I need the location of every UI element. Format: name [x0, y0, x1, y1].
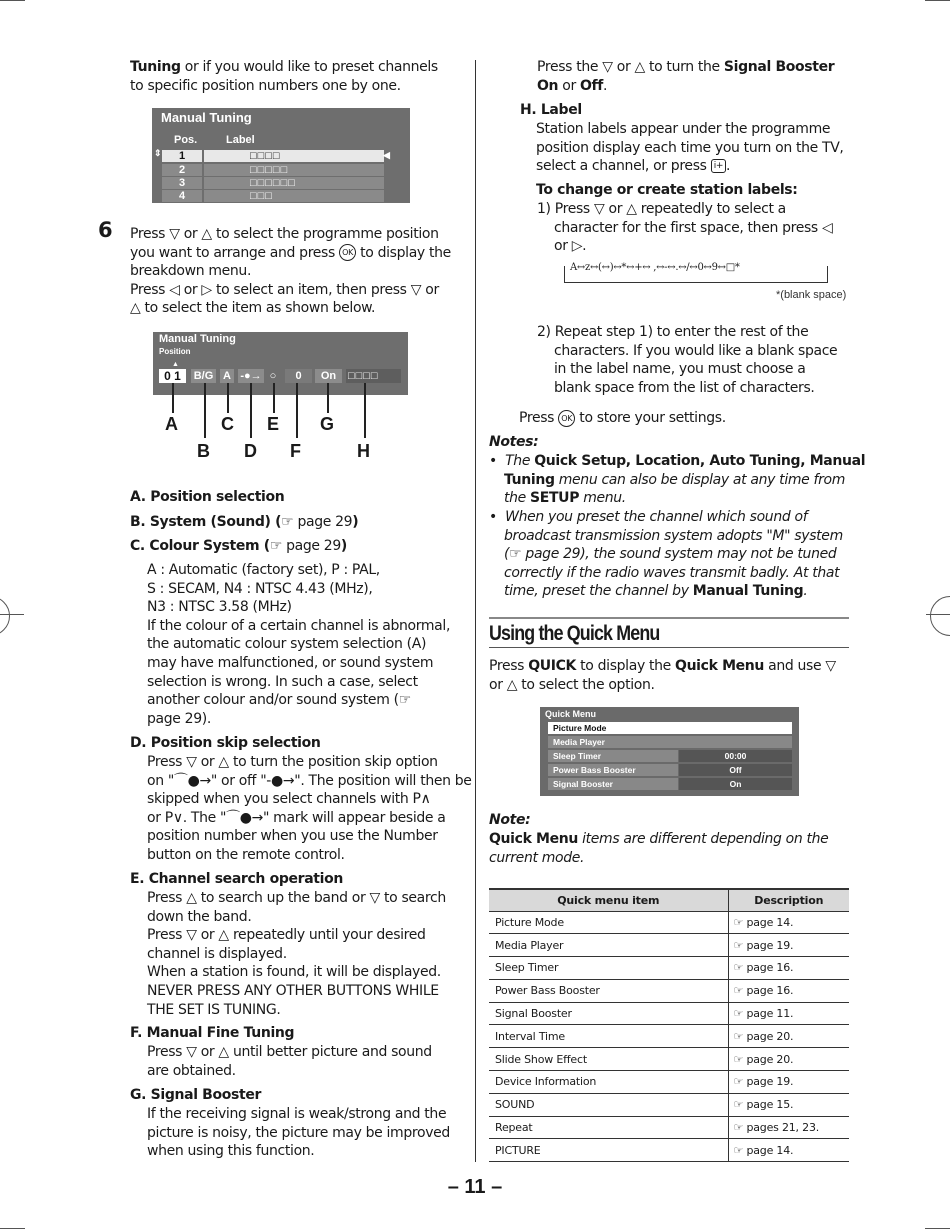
booster-cell[interactable]: On	[315, 369, 342, 383]
page-ref-link[interactable]: ☞ page 14.	[728, 1139, 849, 1162]
step6-line: you want to arrange and press	[130, 244, 340, 261]
body-line: the automatic colour system selection (A)	[147, 636, 427, 653]
left-arrow-icon[interactable]: ◂	[681, 723, 686, 732]
body-line	[489, 830, 828, 849]
text-span: .	[726, 158, 731, 175]
row-name: Power Bass Booster	[548, 764, 678, 776]
quick-menu-row-power-bass-booster[interactable]	[548, 764, 792, 776]
quick-menu-row-picture-mode[interactable]	[548, 722, 792, 734]
colour-cell[interactable]: A	[220, 369, 234, 383]
cell-item: Picture Mode	[489, 911, 728, 934]
section-rule-top	[489, 617, 849, 619]
text-span: Press the ▽ or △ to turn the	[537, 59, 724, 75]
text-span: Press	[519, 410, 559, 426]
info-button-icon: i+	[711, 159, 726, 173]
page-ref-link[interactable]: ☞ page 29	[281, 514, 353, 530]
item-h-body	[536, 120, 844, 176]
callout-leader	[327, 383, 329, 413]
callout-e: E	[267, 414, 280, 434]
row-name: Picture Mode	[548, 722, 792, 734]
body-line: N3 : NTSC 3.58 (MHz)	[147, 599, 292, 616]
body-line: or △ to select the option.	[489, 676, 655, 693]
step6-line: Press ◁ or ▷ to select an item, then press ▽ or	[130, 281, 439, 298]
up-arrow-icon: ▲	[172, 361, 179, 368]
page-ref-link[interactable]: ☞ page 11.	[728, 1002, 849, 1025]
body-line: If the receiving signal is weak/strong and the	[147, 1106, 447, 1122]
page-ref-link[interactable]: ☞ page 20.	[728, 1025, 849, 1048]
section-title: Using the Quick Menu	[489, 622, 660, 645]
text-span: Quick Menu	[489, 831, 579, 847]
item-d-body	[147, 753, 472, 865]
page-number: – 11 –	[447, 1176, 503, 1198]
callout-leader	[204, 383, 206, 438]
step1-body	[537, 200, 832, 256]
callout-h: H	[357, 441, 370, 461]
callout-leader	[250, 383, 252, 438]
cell-item: PICTURE	[489, 1139, 728, 1162]
body-line: may have malfunctioned, or sound system	[147, 654, 434, 671]
text-span: ,	[699, 453, 710, 469]
body-line: on "⌒●→" or off "-●→". The position will then be	[147, 772, 472, 789]
callout-leader	[296, 383, 298, 438]
text-span: items are different depending on the	[578, 831, 829, 847]
body-line	[489, 489, 865, 508]
table-row	[489, 1139, 849, 1162]
list-row[interactable]	[162, 164, 386, 176]
system-cell[interactable]: B/G	[191, 369, 216, 383]
body-line: correctly if the radio waves transmit badly. At that	[504, 564, 840, 581]
body-line: If the colour of a certain channel is abnormal,	[147, 617, 451, 634]
updown-icon: ⇕	[154, 148, 162, 158]
body-line	[489, 582, 843, 601]
text-span: The	[505, 453, 535, 469]
text-span: On	[537, 77, 559, 94]
text-span: SETUP	[530, 490, 580, 507]
intro-text	[130, 58, 438, 95]
text-span: select a channel, or press	[536, 158, 711, 175]
table-row	[489, 1071, 849, 1094]
body-line: page 29).	[147, 710, 211, 727]
list-row[interactable]	[162, 150, 386, 162]
osd-subtitle: Position	[159, 347, 191, 356]
note-title: Note:	[489, 812, 531, 828]
quick-menu-row-media-player[interactable]	[548, 736, 792, 748]
page-ref-link[interactable]: ☞ page 29	[269, 538, 341, 554]
cell-item: Power Bass Booster	[489, 979, 728, 1002]
item-b-label: B. System (Sound) (	[130, 514, 282, 530]
quick-menu-row-signal-booster[interactable]	[548, 778, 792, 790]
callout-leader	[364, 383, 366, 438]
page-ref-link[interactable]: ☞ pages 21, 23.	[728, 1116, 849, 1139]
osd-title: Quick Menu	[545, 709, 597, 719]
table-row	[489, 1025, 849, 1048]
skip-cell[interactable]: -●→	[238, 369, 264, 383]
cell-item: Signal Booster	[489, 1002, 728, 1025]
quick-menu-table	[489, 888, 849, 1162]
cell-item: Slide Show Effect	[489, 1048, 728, 1071]
step6-line: △ to select the item as shown below.	[130, 300, 376, 317]
item-c-title: C. Colour System (☞ page 29)	[130, 538, 347, 554]
text-span: Manual Tuning	[692, 583, 804, 600]
row-value: 00:00	[679, 750, 792, 762]
body-line: S : SECAM, N4 : NTSC 4.43 (MHz),	[147, 580, 373, 597]
registration-mark	[0, 596, 10, 636]
body-line: or P∨. The "⌒●→" mark will appear beside a	[147, 809, 446, 826]
list-row[interactable]	[162, 190, 386, 202]
note-2	[489, 508, 843, 601]
callout-leader	[273, 383, 275, 413]
step-number: 6	[98, 218, 113, 242]
item-c-body	[147, 561, 450, 728]
row-name: Media Player	[548, 736, 792, 748]
body-line: down the band.	[147, 908, 252, 925]
osd-title: Manual Tuning	[159, 333, 236, 345]
callout-leader	[227, 383, 229, 413]
label-cell[interactable]: □□□□	[346, 369, 401, 383]
body-line: position display each time you turn on the TV,	[536, 139, 844, 156]
column-divider	[475, 60, 476, 1162]
page-ref-link[interactable]: ☞ page 19.	[728, 934, 849, 957]
cell-item: Media Player	[489, 934, 728, 957]
page-ref-link[interactable]: ☞ page 16.	[728, 957, 849, 980]
intro-line2: to specific position numbers one by one.	[130, 77, 401, 94]
body-line: Press ▽ or △ until better picture and sound	[147, 1044, 432, 1060]
body-line: Station labels appear under the programme	[536, 121, 831, 137]
body-line: another colour and/or sound system (☞	[147, 692, 411, 709]
ok-button-icon: OK	[339, 244, 356, 261]
manual-tuning-breakdown-screen	[153, 332, 408, 395]
body-line	[489, 471, 865, 490]
registration-line	[926, 614, 950, 615]
row-label: □□□□	[204, 150, 384, 162]
text-span: Tuning	[504, 471, 555, 488]
cell-item: Interval Time	[489, 1025, 728, 1048]
text-span: Signal Booster	[723, 59, 835, 75]
body-line	[489, 657, 836, 676]
body-line: button on the remote control.	[147, 846, 345, 863]
text-span: and use ▽	[764, 658, 836, 674]
osd-title: Manual Tuning	[161, 110, 252, 125]
body-line: 2) Repeat step 1) to enter the rest of the	[537, 324, 809, 340]
text-span: Off	[580, 77, 604, 94]
item-e-title: E. Channel search operation	[130, 871, 343, 887]
crop-mark	[925, 0, 950, 1]
row-pos: 4	[162, 190, 202, 202]
body-line: THE SET IS TUNING.	[147, 1001, 281, 1018]
body-line: Press ▽ or △ repeatedly until your desired	[147, 927, 426, 944]
body-line: When a station is found, it will be displayed.	[147, 964, 441, 981]
row-value: Dynamic	[720, 723, 756, 733]
text-span: menu.	[579, 490, 626, 507]
item-e-body	[147, 889, 446, 1019]
text-span: ,	[625, 453, 636, 469]
table-row	[489, 1116, 849, 1139]
item-d-title: D. Position skip selection	[130, 735, 321, 751]
callout-c: C	[221, 414, 234, 434]
body-line: or ▷.	[554, 238, 587, 255]
row-name: Signal Booster	[548, 778, 678, 790]
body-line: (☞ page 29), the sound system may not be tuned	[504, 546, 837, 563]
body-line: Press △ to search up the band or ▽ to search	[147, 890, 446, 906]
table-row	[489, 1002, 849, 1025]
body-line: current mode.	[489, 849, 585, 866]
page-ref-link[interactable]: ☞ page 16.	[728, 979, 849, 1002]
item-b-title: B. System (Sound) (☞ page 29)	[130, 514, 359, 530]
table-row	[489, 979, 849, 1002]
search-cell[interactable]: ○	[269, 370, 277, 382]
row-label: □□□	[204, 190, 384, 202]
store-settings	[519, 409, 726, 428]
left-arrow-icon: ◀	[383, 150, 390, 160]
text-span: to store your settings.	[575, 410, 726, 426]
row-value: On	[679, 778, 792, 790]
body-line: picture is noisy, the picture may be improved	[147, 1124, 450, 1141]
item-f-title: F. Manual Fine Tuning	[130, 1025, 295, 1041]
change-labels-title: To change or create station labels:	[536, 182, 798, 198]
body-line	[536, 157, 844, 176]
row-label: □□□□□□	[204, 177, 384, 189]
text-span: the	[504, 490, 531, 507]
row-pos: 2	[162, 164, 202, 176]
text-span: Press	[489, 658, 529, 674]
fine-tuning-cell[interactable]: 0	[285, 369, 312, 383]
item-h-title: H. Label	[520, 102, 582, 118]
quick-menu-row-sleep-timer[interactable]	[548, 750, 792, 762]
page-ref-link[interactable]: ☞ page 19.	[728, 1071, 849, 1094]
notes-title: Notes:	[489, 434, 539, 450]
body-line: A : Automatic (factory set), P : PAL,	[147, 562, 380, 578]
text-span: QUICK	[528, 658, 577, 674]
text-span: to display the	[576, 658, 676, 674]
list-row[interactable]	[162, 177, 386, 189]
text-span: ,	[800, 453, 810, 469]
callout-g: G	[320, 414, 335, 434]
registration-mark	[930, 596, 950, 636]
body-line: • When you preset the channel which sound of	[489, 509, 808, 525]
note-1	[489, 452, 865, 508]
text-span: Quick Menu	[675, 658, 765, 674]
blank-space-note: *(blank space)	[776, 289, 847, 301]
item-f-body	[147, 1043, 432, 1080]
body-line: in the label name, you must choose a	[554, 361, 806, 378]
callout-b: B	[197, 441, 210, 461]
text-span: Auto Tuning	[709, 453, 801, 469]
body-line: blank space from the list of characters.	[554, 379, 815, 396]
header-description: Description	[728, 889, 849, 911]
col-label: Label	[226, 134, 255, 146]
cell-item: Sleep Timer	[489, 957, 728, 980]
body-line: channel is displayed.	[147, 945, 287, 962]
text-span: .	[803, 583, 808, 600]
char-sequence: A↔z↔(↔)↔*↔+↔ ,↔-↔.↔/↔0↔9↔□*	[570, 262, 740, 273]
cell-item: SOUND	[489, 1093, 728, 1116]
body-line: selection is wrong. In such a case, select	[147, 673, 418, 690]
table-row	[489, 934, 849, 957]
page-ref-link[interactable]: ☞ page 14.	[728, 911, 849, 934]
body-line: 1) Press ▽ or △ repeatedly to select a	[537, 201, 786, 217]
callout-a: A	[165, 414, 178, 434]
page-ref-link[interactable]: ☞ page 15.	[728, 1093, 849, 1116]
text-span: Quick Setup	[534, 453, 626, 469]
body-line: characters. If you would like a blank space	[554, 342, 838, 359]
col-pos: Pos.	[174, 134, 198, 146]
item-g-body	[147, 1105, 450, 1161]
body-line: character for the first space, then press ◁	[554, 219, 833, 236]
section-rule-bottom	[489, 647, 849, 648]
row-pos: 1	[162, 150, 202, 162]
page-ref-link[interactable]: ☞ page 20.	[728, 1048, 849, 1071]
table-header	[489, 889, 849, 911]
manual-tuning-list-screen	[152, 108, 410, 203]
table-row	[489, 1093, 849, 1116]
body-line: skipped when you select channels with P∧	[147, 791, 431, 808]
table-row	[489, 911, 849, 934]
table-row	[489, 1048, 849, 1071]
step6-line: Press ▽ or △ to select the programme position	[130, 226, 439, 242]
row-name: Sleep Timer	[548, 750, 678, 762]
text-span: When you preset the channel which sound of	[505, 509, 808, 525]
item-a-title: A. Position selection	[130, 489, 285, 505]
signal-booster-continued	[537, 58, 834, 95]
body-line: Press ▽ or △ to turn the position skip option	[147, 754, 438, 770]
cell-item: Repeat	[489, 1116, 728, 1139]
body-line: NEVER PRESS ANY OTHER BUTTONS WHILE	[147, 982, 439, 999]
right-arrow-icon[interactable]: ▸	[784, 723, 789, 732]
step6-text	[130, 225, 451, 318]
quick-menu-screen	[540, 707, 799, 796]
body-line: • The Quick Setup, Location, Auto Tuning, Manual	[489, 453, 866, 469]
callout-f: F	[290, 441, 301, 461]
cell-item: Device Information	[489, 1071, 728, 1094]
callout-d: D	[244, 441, 257, 461]
note-body	[489, 830, 828, 867]
position-cell[interactable]: 0 1	[159, 369, 186, 383]
item-g-title: G. Signal Booster	[130, 1087, 262, 1103]
body-line: position number when you use the Number	[147, 828, 438, 845]
item-c-label: C. Colour System (	[130, 538, 270, 554]
row-label: □□□□□	[204, 164, 384, 176]
ok-button-icon: OK	[558, 410, 575, 427]
step6-line: to display the	[356, 244, 451, 261]
intro-bold: Tuning	[130, 59, 181, 75]
header-item: Quick menu item	[489, 889, 728, 911]
step6-line: breakdown menu.	[130, 263, 252, 280]
text-span: time, preset the channel by	[504, 583, 693, 600]
table-row	[489, 957, 849, 980]
text-span: or	[558, 77, 580, 94]
intro-rest: or if you would like to preset channels	[180, 59, 438, 75]
text-span: Location	[635, 453, 700, 469]
row-value: Off	[679, 764, 792, 776]
text-span: Manual	[809, 453, 866, 469]
body-line: broadcast transmission system adopts "M" system	[504, 527, 843, 544]
callout-leader	[172, 383, 174, 413]
crop-mark	[0, 0, 25, 1]
quick-menu-intro	[489, 657, 836, 694]
text-span: menu can also be display at any time from	[554, 471, 846, 488]
text-span: .	[603, 77, 608, 94]
body-line: when using this function.	[147, 1143, 315, 1160]
body-line: are obtained.	[147, 1062, 236, 1079]
registration-line	[0, 614, 24, 615]
step2-body	[537, 323, 837, 397]
row-pos: 3	[162, 177, 202, 189]
